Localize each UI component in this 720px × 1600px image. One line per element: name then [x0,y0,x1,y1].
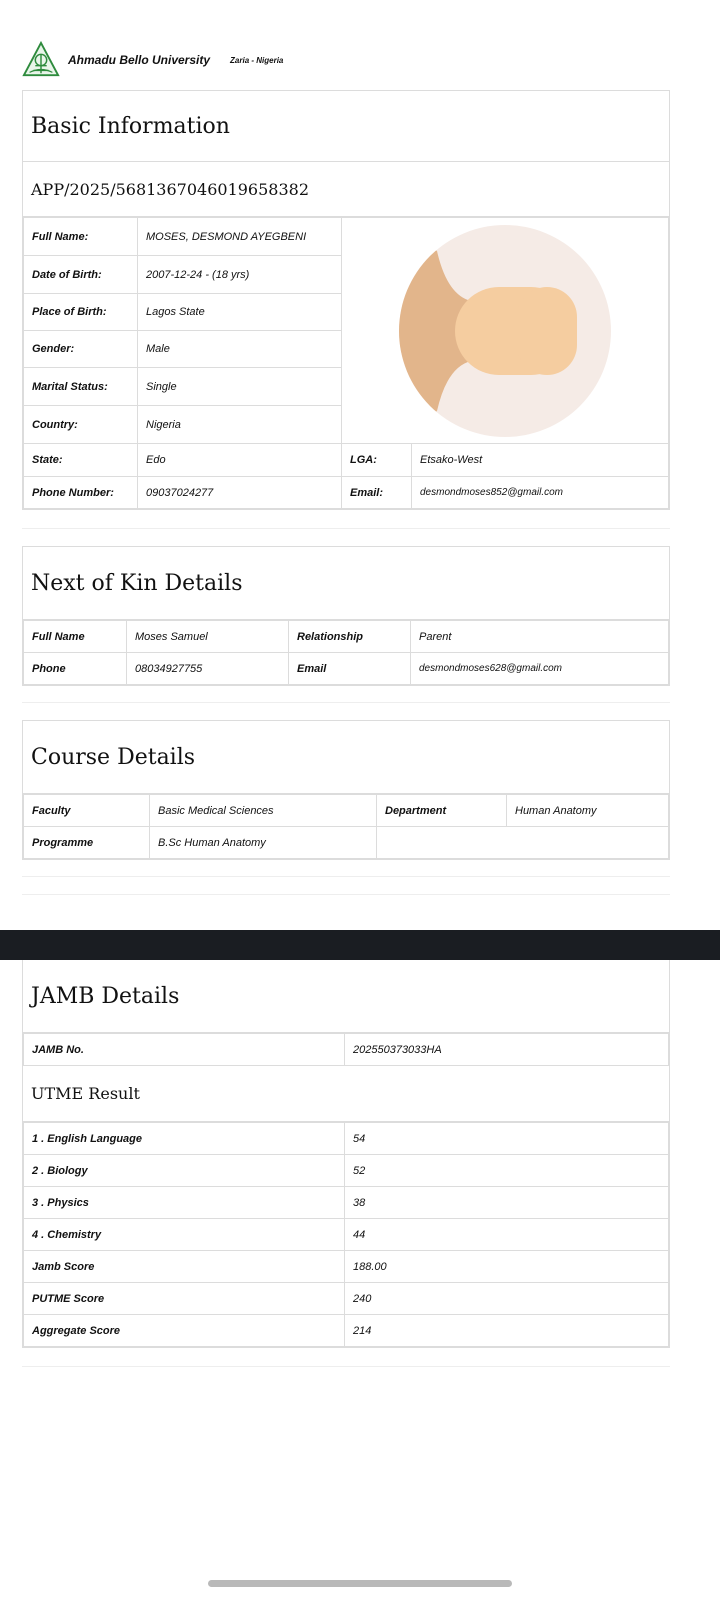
table-row [24,1155,669,1187]
university-location: Zaria - Nigeria [230,55,284,65]
row-label: Email [289,653,411,685]
department-value: Human Anatomy [507,795,669,827]
photo-cell [342,218,669,444]
divider [22,876,670,877]
table-row [24,621,669,653]
kin-full-name-value: Moses Samuel [127,621,289,653]
row-label: 4 . Chemistry [24,1219,345,1251]
table-row [24,218,669,256]
row-label: JAMB No. [24,1034,345,1066]
passport-photo-placeholder-icon [399,225,611,437]
row-label: Phone Number: [24,477,138,509]
jamb-number-value: 202550373033HA [345,1034,669,1066]
row-label: Faculty [24,795,150,827]
row-label: Phone [24,653,127,685]
gender-value: Male [138,331,342,368]
score-value: 188.00 [345,1251,669,1283]
table-row [24,1219,669,1251]
jamb-details-card [22,960,670,1348]
section-title: Next of Kin Details [23,547,669,620]
application-number: APP/2025/5681367046019658382 [23,162,669,217]
kin-table [23,620,669,685]
table-row [24,1123,669,1155]
row-label: Aggregate Score [24,1315,345,1347]
kin-phone-value: 08034927755 [127,653,289,685]
row-label: 3 . Physics [24,1187,345,1219]
course-details-card [22,720,670,860]
table-row [24,827,669,859]
row-label: LGA: [342,444,412,477]
university-name: Ahmadu Bello University [68,53,211,67]
table-row [24,795,669,827]
row-label: PUTME Score [24,1283,345,1315]
row-label: Full Name: [24,218,138,256]
table-row [24,1251,669,1283]
row-label: Country: [24,406,138,444]
university-crest-icon [22,41,60,79]
kin-email-value: desmondmoses628@gmail.com [411,653,669,685]
place-of-birth-value: Lagos State [138,294,342,331]
row-label: Date of Birth: [24,256,138,294]
score-value: 240 [345,1283,669,1315]
score-value: 52 [345,1155,669,1187]
row-label: State: [24,444,138,477]
row-label: Marital Status: [24,368,138,406]
programme-value: B.Sc Human Anatomy [150,827,377,859]
row-label: Full Name [24,621,127,653]
empty-cell [377,827,669,859]
section-title: Course Details [23,721,669,794]
score-value: 38 [345,1187,669,1219]
section-title: JAMB Details [23,960,669,1033]
score-value: 54 [345,1123,669,1155]
row-label: Programme [24,827,150,859]
table-row [24,653,669,685]
row-label: Email: [342,477,412,509]
row-label: Relationship [289,621,411,653]
divider [22,528,670,529]
marital-status-value: Single [138,368,342,406]
page-break-bar [0,930,720,960]
table-row [24,444,669,477]
section-title: Basic Information [23,91,669,162]
table-row [24,1315,669,1347]
home-indicator[interactable] [208,1580,512,1587]
row-label: Jamb Score [24,1251,345,1283]
state-value: Edo [138,444,342,477]
divider [22,1366,670,1367]
utme-result-table [23,1122,669,1347]
country-value: Nigeria [138,406,342,444]
next-of-kin-card [22,546,670,686]
jamb-no-table [23,1033,669,1066]
email-value: desmondmoses852@gmail.com [412,477,669,509]
row-label: Department [377,795,507,827]
table-row [24,1283,669,1315]
table-row [24,477,669,509]
score-value: 44 [345,1219,669,1251]
row-label: Gender: [24,331,138,368]
table-row [24,1034,669,1066]
lga-value: Etsako-West [412,444,669,477]
faculty-value: Basic Medical Sciences [150,795,377,827]
basic-information-card [22,90,670,510]
row-label: Place of Birth: [24,294,138,331]
phone-value: 09037024277 [138,477,342,509]
utme-result-title: UTME Result [23,1066,669,1122]
full-name-value: MOSES, DESMOND AYEGBENI [138,218,342,256]
divider [22,702,670,703]
kin-relationship-value: Parent [411,621,669,653]
basic-info-table [23,217,669,509]
date-of-birth-value: 2007-12-24 - (18 yrs) [138,256,342,294]
course-table [23,794,669,859]
row-label: 1 . English Language [24,1123,345,1155]
divider [22,894,670,895]
row-label: 2 . Biology [24,1155,345,1187]
page-header [22,42,283,78]
table-row [24,1187,669,1219]
score-value: 214 [345,1315,669,1347]
